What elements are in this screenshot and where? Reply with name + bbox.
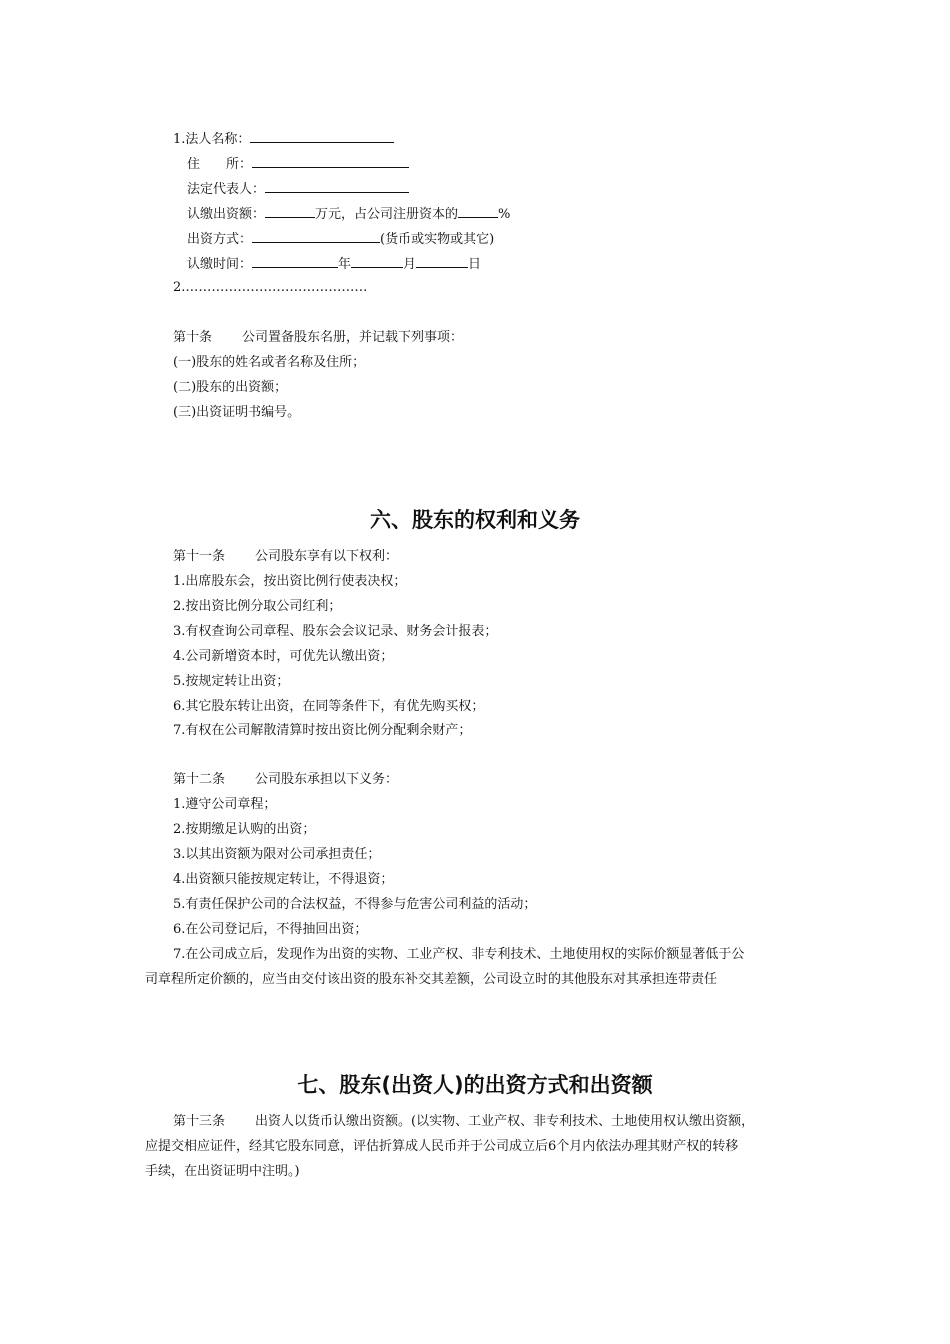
article-11-item: 1.出席股东会，按出资比例行使表决权； [173,574,407,589]
article-13-line-1 [173,1113,754,1131]
contribution-method-note: (货币或实物或其它) [380,232,495,247]
article-12-title: 第十二条 [173,772,226,787]
article-12-item: 2.按期缴足认购的出资； [173,822,316,837]
article-11-title: 第十一条 [173,549,226,564]
representative-row [187,179,409,199]
contribution-method-label: 出资方式： [187,232,253,247]
article-11-item: 3.有权查询公司章程、股东会会议记录、财务会计报表； [173,624,498,639]
representative-label: 法定代表人： [187,182,266,197]
subscribed-amount-row [187,204,510,224]
day-label: 日 [468,257,482,272]
article-11-intro [173,548,398,566]
article-13-line-2: 应提交相应证件，经其它股东同意，评估折算成人民币并于公司成立后6个月内依法办理其财产权的转移 [145,1139,739,1154]
item-2-ellipsis: 2.…………………………………… [173,280,368,295]
subscribed-amount-unit: 万元，占公司注册资本的 [315,207,459,222]
month-label: 月 [403,257,417,272]
year-label: 年 [338,257,352,272]
legal-person-name-row [173,129,394,149]
article-11-text: 公司股东享有以下权利： [255,549,399,564]
article-12-item: 5.有责任保护公司的合法权益，不得参与危害公司利益的活动； [173,897,537,912]
percent-sign: % [498,207,511,222]
article-13-text: 出资人以货币认缴出资额。(以实物、工业产权、非专利技术、土地使用权认缴出资额， [255,1114,755,1129]
article-12-intro [173,771,398,789]
article-12-item: 1.遵守公司章程； [173,797,277,812]
article-12-item-7-line-2: 司章程所定价额的，应当由交付该出资的股东补交其差额，公司设立时的其他股东对其承担连带责任 [145,972,718,987]
article-10-text: 公司置备股东名册，并记载下列事项： [242,330,464,345]
section-6-heading: 六、股东的权利和义务 [370,508,580,532]
subscribed-amount-field[interactable] [265,204,315,218]
article-11-item: 7.有权在公司解散清算时按出资比例分配剩余财产； [173,723,472,738]
subscription-time-row [187,254,481,274]
article-10-item: (三)出资证明书编号。 [173,405,301,420]
representative-field[interactable] [265,179,409,193]
article-11-item: 6.其它股东转让出资，在同等条件下，有优先购买权； [173,699,485,714]
residence-row [187,154,409,174]
legal-person-name-label: 1.法人名称： [173,132,251,147]
article-11-item: 5.按规定转让出资； [173,674,290,689]
section-7-heading: 七、股东(出资人)的出资方式和出资额 [297,1073,653,1097]
contribution-method-field[interactable] [252,229,380,243]
article-12-item: 3.以其出资额为限对公司承担责任； [173,847,381,862]
legal-person-name-field[interactable] [250,129,394,143]
article-12-item: 4.出资额只能按规定转让，不得退资； [173,872,394,887]
subscribed-amount-label: 认缴出资额： [187,207,266,222]
article-13-line-3: 手续，在出资证明中注明。) [145,1164,300,1179]
article-12-item-7-line-1: 7.在公司成立后，发现作为出资的实物、工业产权、非专利技术、土地使用权的实际价额显著低于公 [173,947,745,962]
article-11-item: 4.公司新增资本时，可优先认缴出资； [173,649,394,664]
capital-percent-field[interactable] [458,204,498,218]
day-field[interactable] [416,254,468,268]
article-10-item: (二)股东的出资额； [173,380,288,395]
article-10-title: 第十条 [173,330,213,345]
article-12-text: 公司股东承担以下义务： [255,772,399,787]
subscription-time-label: 认缴时间： [187,257,253,272]
contribution-method-row [187,229,494,249]
year-field[interactable] [252,254,338,268]
article-12-item: 6.在公司登记后，不得抽回出资； [173,922,368,937]
residence-label: 住 所： [187,157,253,172]
article-11-item: 2.按出资比例分取公司红利； [173,599,342,614]
article-13-title: 第十三条 [173,1114,226,1129]
residence-field[interactable] [252,154,409,168]
article-10-intro [173,329,463,347]
month-field[interactable] [351,254,403,268]
article-10-item: (一)股东的姓名或者名称及住所； [173,355,366,370]
